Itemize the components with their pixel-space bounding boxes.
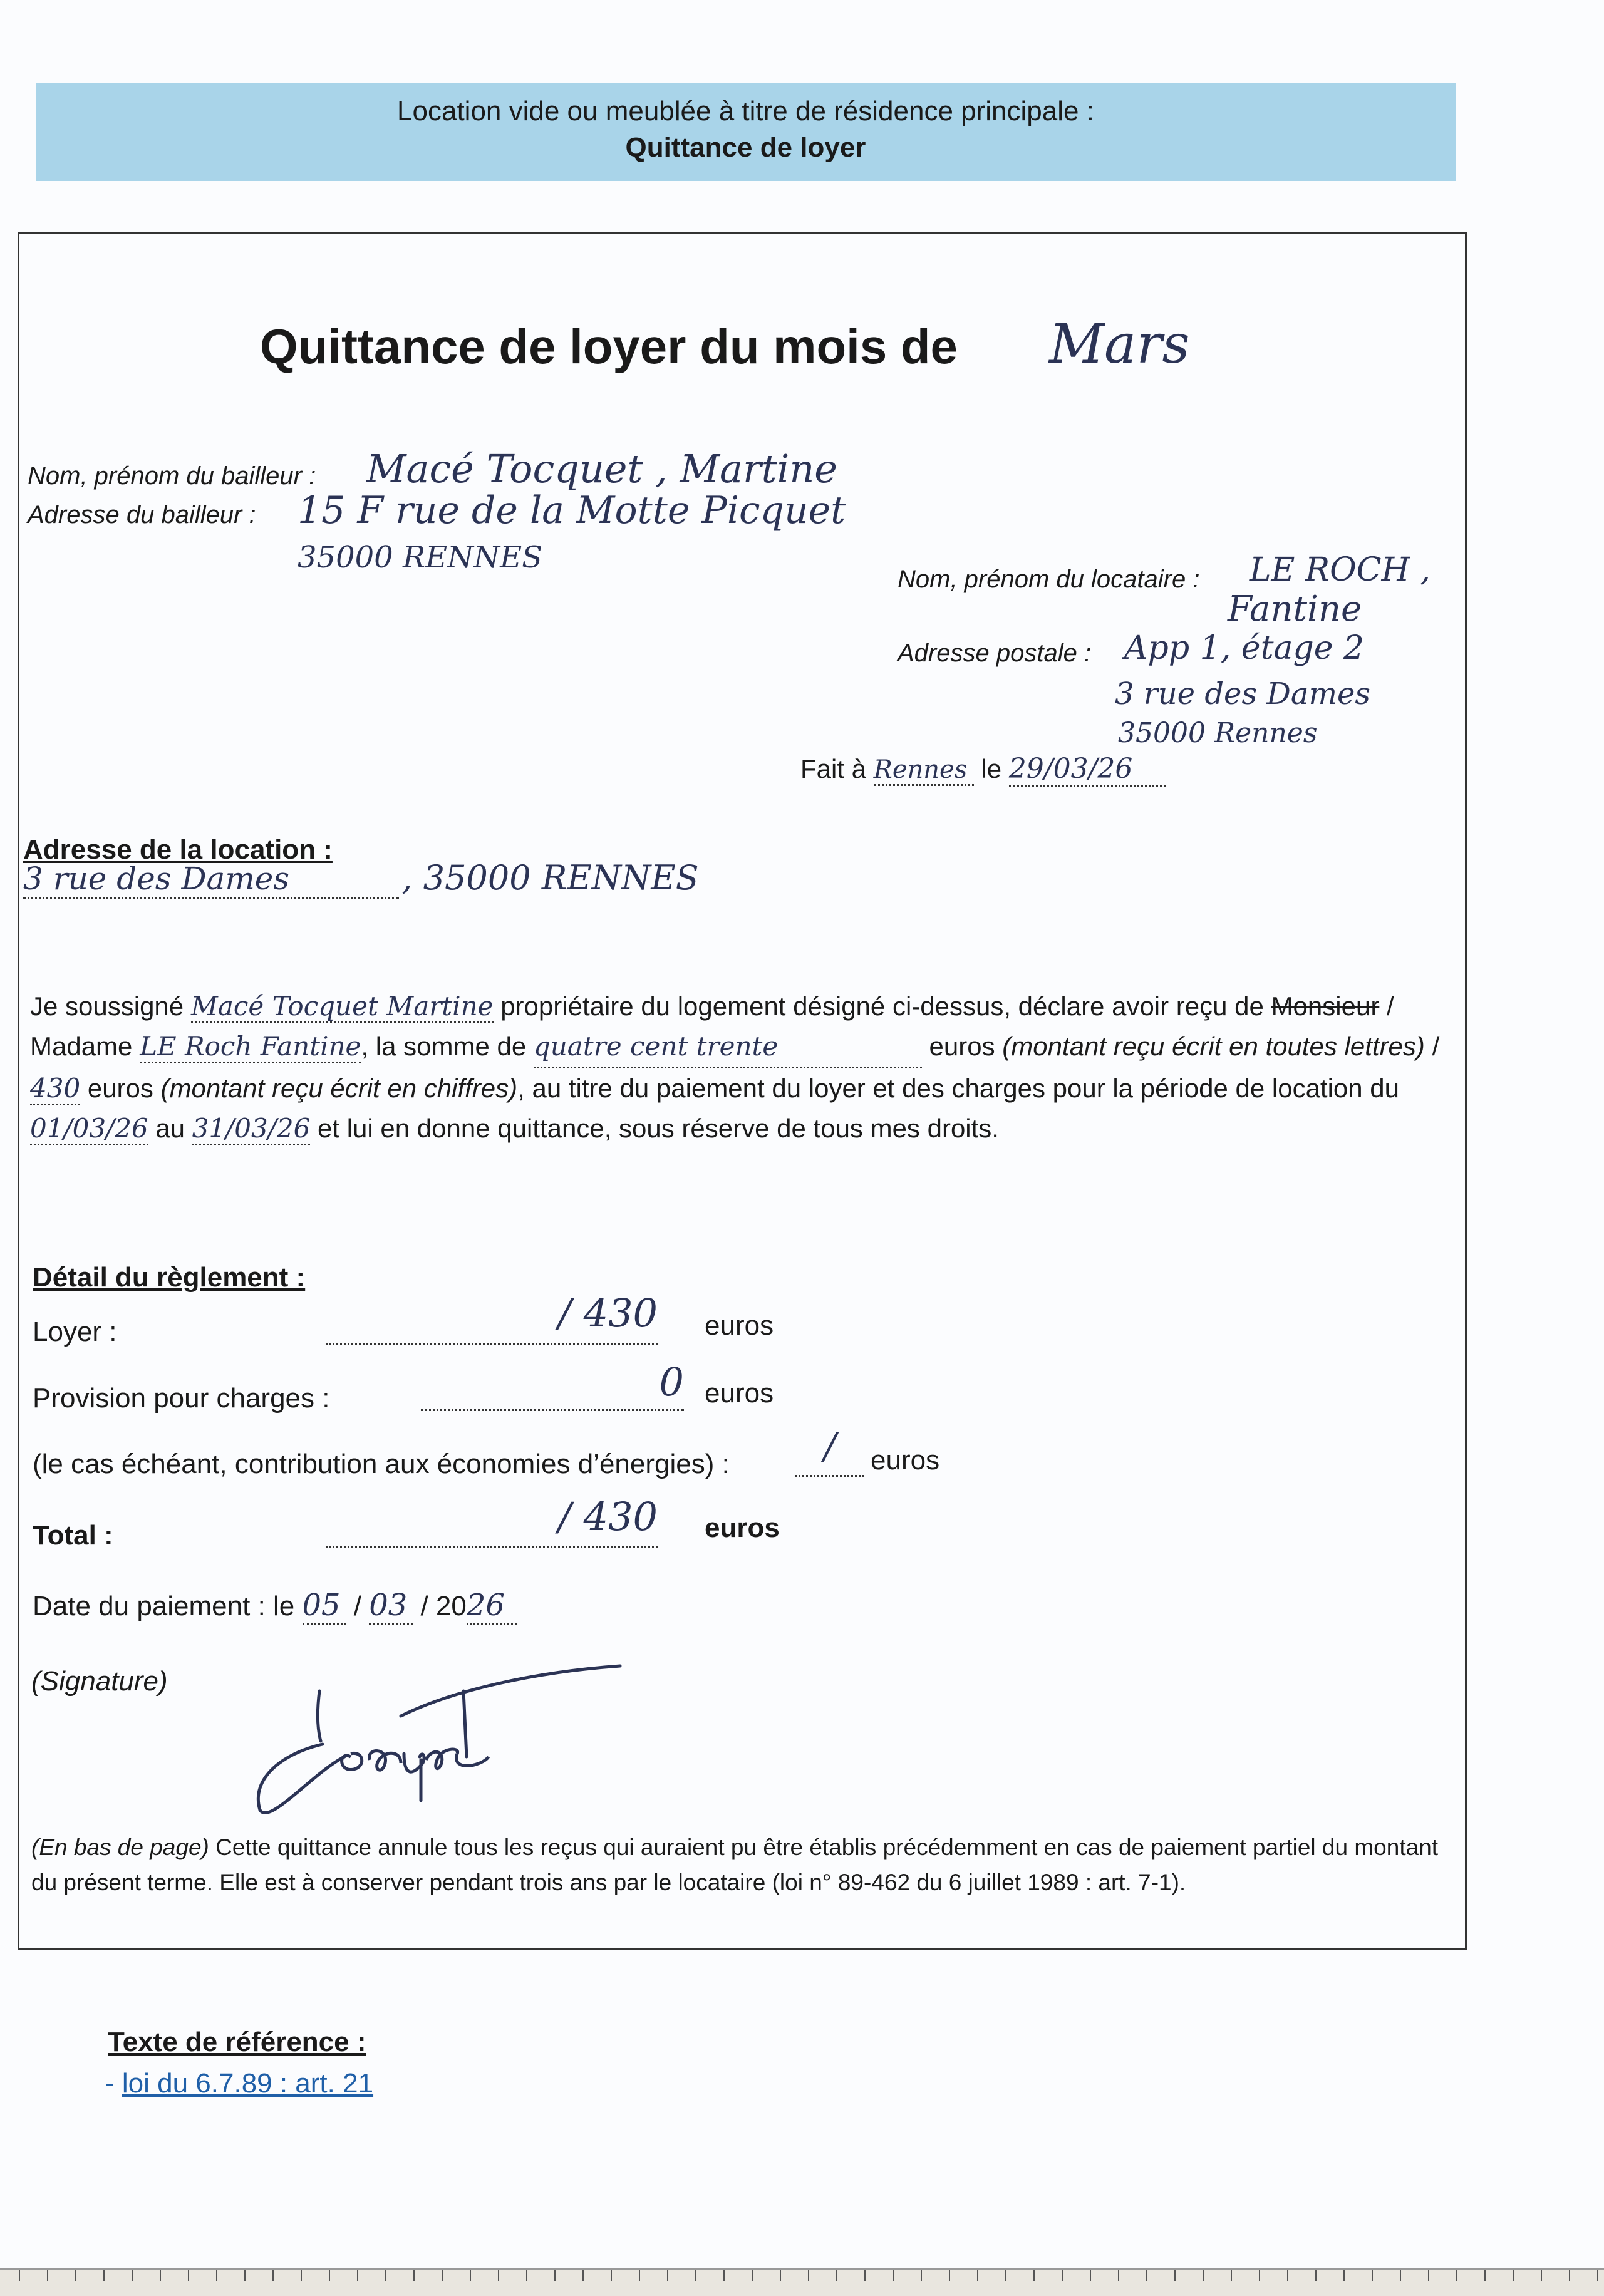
ruler-tick [723,2270,725,2281]
tenant-name-line1: LE ROCH , [1250,551,1431,589]
ruler-tick [1428,2270,1429,2281]
ruler-tick [216,2270,217,2281]
ruler-tick [470,2270,471,2281]
ruler-tick [1513,2270,1514,2281]
decl-text-12: et lui en donne quittance, sous réserve de tous mes droits. [318,1114,999,1143]
payment-date-label: Date du paiement : le [33,1591,295,1621]
ruler-tick [780,2270,781,2281]
made-at-prefix: Fait à [800,754,867,783]
decl-monsieur-struck: Monsieur [1271,991,1380,1021]
ruler-tick [1005,2270,1006,2281]
charges-label: Provision pour charges : [33,1383,330,1414]
signature-label: (Signature) [31,1666,168,1697]
header-band [36,83,1456,181]
tenant-name-line2: Fantine [1228,589,1362,629]
decl-amount-words: quatre cent trente [534,1026,922,1068]
ruler-tick [667,2270,668,2281]
decl-period-start: 01/03/26 [30,1113,148,1145]
decl-text-1: Je soussigné [30,991,184,1021]
payment-date-month: 03 [369,1588,413,1625]
ruler-tick [611,2270,612,2281]
ruler-tick [1146,2270,1147,2281]
ruler-tick [1259,2270,1260,2281]
tenant-address-line3: 35000 Rennes [1118,717,1318,749]
decl-text-7: / [1432,1032,1440,1061]
landlord-name-value: Macé Tocquet , Martine [366,446,837,492]
ruler-strip [0,2268,1604,2296]
ruler-tick [1400,2270,1401,2281]
energy-currency: euros [871,1445,940,1476]
ruler-tick [329,2270,330,2281]
ruler-tick [1062,2270,1063,2281]
ruler-tick [893,2270,894,2281]
ruler-tick [75,2270,76,2281]
ruler-tick [47,2270,48,2281]
title-text: Quittance de loyer du mois de [260,319,958,374]
decl-amount-figures: 430 [30,1073,80,1105]
ruler-tick [301,2270,302,2281]
landlord-name-label: Nom, prénom du bailleur : [28,462,316,490]
landlord-address-label: Adresse du bailleur : [28,501,256,529]
total-currency: euros [705,1513,780,1543]
ruler-tick [1174,2270,1176,2281]
charges-value: 0 [421,1359,684,1411]
landlord-address-line1: 15 F rue de la Motte Picquet [298,489,846,532]
ruler-tick [921,2270,922,2281]
reference-dash: - [105,2068,122,2099]
made-at-place: Rennes [874,755,974,786]
landlord-address-line2: 35000 RENNES [298,540,543,575]
tenant-address-line2: 3 rue des Dames [1115,676,1370,711]
charges-currency: euros [705,1378,774,1409]
ruler-tick [385,2270,386,2281]
ruler-tick [1456,2270,1457,2281]
ruler-tick [357,2270,358,2281]
decl-text-6: (montant reçu écrit en toutes lettres) [1002,1032,1425,1061]
energy-value: / [795,1425,864,1477]
decl-text-9: (montant reçu écrit en chiffres) [160,1073,518,1103]
footer-prefix: (En bas de page) [31,1834,209,1860]
ruler-tick [1203,2270,1204,2281]
signature-drawing [244,1622,633,1829]
reference-title: Texte de référence : [108,2027,366,2057]
footer-text: Cette quittance annule tous les reçus qui auraient pu être établis précédemment en cas de paiement partiel du montant du présent terme. Elle est à conserver pendant trois ans par le locataire (loi n° 89-462 du 6 juillet 1989 : art. 7-1). [31,1834,1439,1895]
made-at-date: 29/03/26 [1009,753,1166,787]
rental-address-street: 3 rue des Dames [23,861,399,899]
ruler-tick [1315,2270,1317,2281]
ruler-tick [1033,2270,1035,2281]
rental-address-label: Adresse de la location : [23,834,333,865]
decl-text-4: , la somme de [361,1032,527,1061]
ruler-tick [188,2270,189,2281]
ruler-tick [1343,2270,1345,2281]
decl-text-10: , au titre du paiement du loyer et des charges pour la période de location du [517,1073,1400,1103]
declaration-paragraph [30,986,1447,1149]
ruler-tick [1118,2270,1119,2281]
decl-text-5: euros [929,1032,995,1061]
title-month: Mars [1049,313,1190,376]
ruler-tick [1231,2270,1232,2281]
ruler-tick [582,2270,584,2281]
payment-date [33,1588,517,1625]
ruler-tick [498,2270,499,2281]
ruler-tick [1597,2270,1598,2281]
total-value: / 430 [326,1494,658,1548]
ruler-tick [160,2270,161,2281]
ruler-tick [103,2270,105,2281]
footer-note [31,1830,1456,1900]
ruler-tick [19,2270,20,2281]
rental-address-value [23,858,699,899]
ruler-tick [752,2270,753,2281]
ruler-tick [1541,2270,1542,2281]
made-at [800,753,1166,787]
ruler-tick [1484,2270,1486,2281]
rent-label: Loyer : [33,1316,117,1347]
ruler-tick [442,2270,443,2281]
ruler-tick [413,2270,415,2281]
payment-date-slash: / [353,1591,361,1621]
made-at-le: le [981,754,1002,783]
decl-signer: Macé Tocquet Martine [191,991,494,1023]
ruler-tick [1090,2270,1091,2281]
ruler-tick [526,2270,527,2281]
ruler-tick [639,2270,640,2281]
ruler-tick [554,2270,556,2281]
rent-value: / 430 [326,1290,658,1345]
ruler-tick [864,2270,866,2281]
ruler-tick [836,2270,837,2281]
reference-line [105,2068,373,2099]
decl-text-11: au [155,1114,185,1143]
tenant-name-label: Nom, prénom du locataire : [898,566,1200,593]
decl-text-3: / Madame [30,991,1394,1061]
ruler-tick [244,2270,246,2281]
total-label: Total : [33,1520,113,1551]
energy-label: (le cas échéant, contribution aux économies d’énergies) : [33,1449,730,1479]
ruler-tick [272,2270,274,2281]
decl-text-8: euros [87,1073,153,1103]
payment-title: Détail du règlement : [33,1262,306,1293]
ruler-tick [1287,2270,1288,2281]
payment-date-day: 05 [303,1588,346,1625]
ruler-tick [132,2270,133,2281]
ruler-tick [695,2270,696,2281]
header-subtitle: Location vide ou meublée à titre de résidence principale : [397,96,1094,127]
payment-date-year: 26 [467,1588,517,1625]
tenant-address-line1: App 1, étage 2 [1124,629,1365,667]
decl-tenant: LE Roch Fantine [140,1031,361,1063]
decl-text-2: propriétaire du logement désigné ci-dessus, déclare avoir reçu de [500,991,1264,1021]
ruler-tick [977,2270,978,2281]
payment-date-year-prefix: / 20 [420,1591,467,1621]
rental-address-city: , 35000 RENNES [401,858,699,897]
rent-currency: euros [705,1310,774,1341]
ruler-tick [1569,2270,1570,2281]
ruler-tick [949,2270,950,2281]
receipt-title [260,318,958,375]
ruler-tick [1372,2270,1373,2281]
header-title: Quittance de loyer [625,132,866,163]
reference-link[interactable]: loi du 6.7.89 : art. 21 [122,2068,374,2099]
tenant-address-label: Adresse postale : [898,639,1092,667]
decl-period-end: 31/03/26 [192,1113,311,1145]
ruler-tick [808,2270,809,2281]
